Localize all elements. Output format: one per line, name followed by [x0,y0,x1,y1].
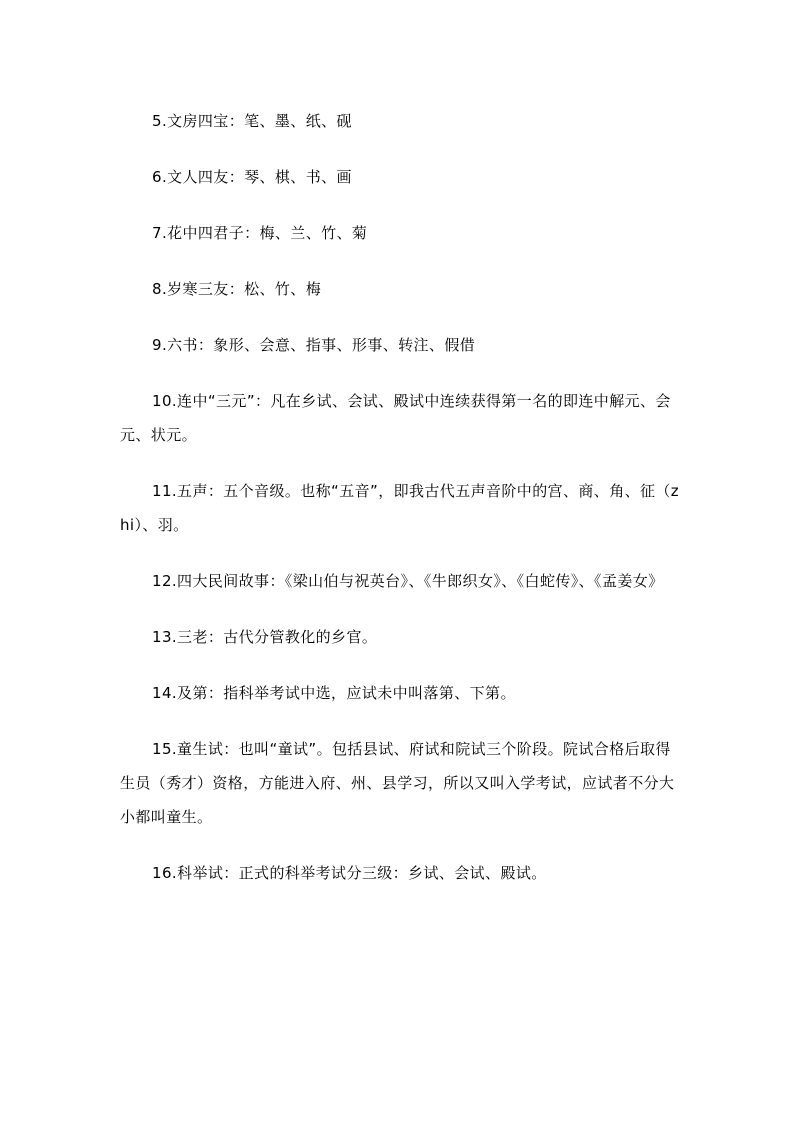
list-item-5: 5.文房四宝：笔、墨、纸、砚 [152,112,352,130]
list-item-9: 9.六书：象形、会意、指事、形事、转注、假借 [152,336,476,354]
list-item-8: 8.岁寒三友：松、竹、梅 [152,280,322,298]
list-item-7: 7.花中四君子：梅、兰、竹、菊 [152,224,368,242]
list-item-14: 14.及第：指科举考试中选，应试未中叫落第、下第。 [152,684,516,702]
list-item-11: 11.五声：五个音级。也称“五音”，即我古代五声音阶中的宫、商、角、征（zhi）、羽。 [120,482,680,534]
document-body [120,104,680,912]
list-item-10: 10.连中“三元”：凡在乡试、会试、殿试中连续获得第一名的即连中解元、会元、状元。 [120,392,671,444]
list-item-6: 6.文人四友：琴、棋、书、画 [152,168,352,186]
list-item-15: 15.童生试：也叫“童试”。包括县试、府试和院试三个阶段。院试合格后取得生员（秀才）资格，方能进入府、州、县学习，所以又叫入学考试，应试者不分大小都叫童生。 [120,740,675,826]
list-item-12: 12.四大民间故事：《梁山伯与祝英台》、《牛郎织女》、《白蛇传》、《孟姜女》 [152,572,664,590]
list-item-13: 13.三老：古代分管教化的乡官。 [152,628,378,646]
list-item-16: 16.科举试：正式的科举考试分三级：乡试、会试、殿试。 [152,864,547,882]
